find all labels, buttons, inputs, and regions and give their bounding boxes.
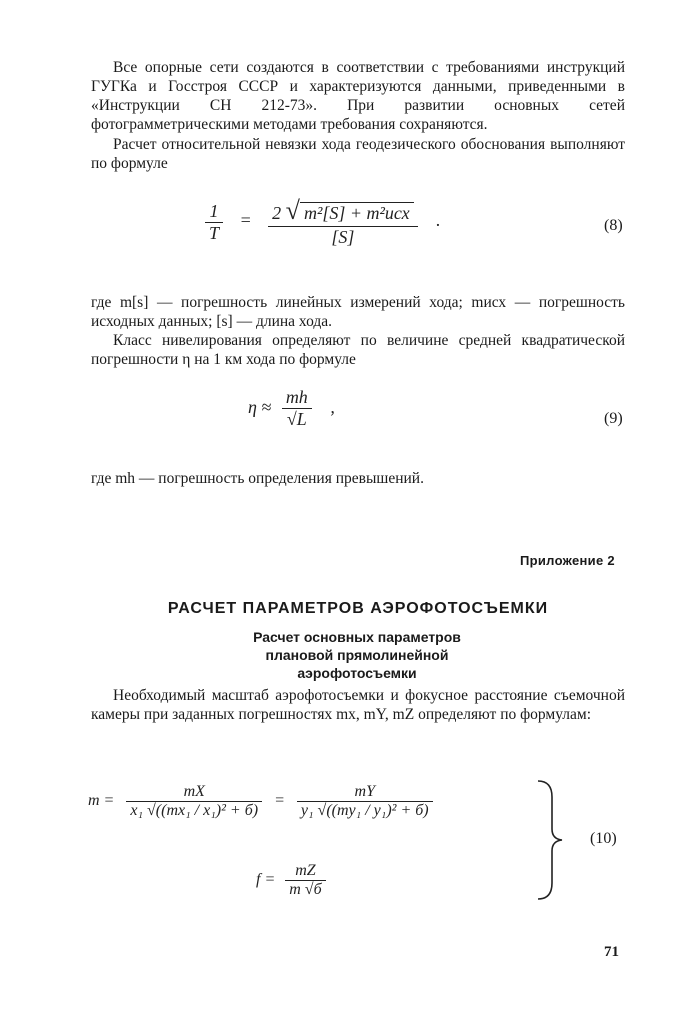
formula-10-line2: f = $\frac{mZ}{m √б}$ — [256, 862, 326, 899]
formula-8-lhs: $\frac{1}{T}$ — [205, 201, 223, 244]
paragraph-height-error: где mh — погрешность определения превышений. — [91, 470, 424, 487]
paragraph-closure-intro: Расчет относительной невязки хода геодезического обоснования выполняют по формуле — [91, 136, 625, 172]
section-subheading: Расчет основных параметров плановой прямолинейной аэрофотосъемки — [253, 629, 461, 681]
formula-8: $\frac{1}{T}$ = $\frac{\text{2 √ m²[S] + m²исх}}{[S]}$ . — [205, 196, 441, 248]
section-heading: РАСЧЕТ ПАРАМЕТРОВ АЭРОФОТОСЪЕМКИ — [167, 600, 549, 617]
appendix-label: Приложение 2 — [520, 553, 615, 568]
equation-number-10: (10) — [590, 830, 617, 847]
paragraph-leveling-class: Класс нивелирования определяют по величине средней квадратической погрешности η на 1 км хода по формуле — [91, 332, 625, 368]
radical-sign-icon: √ — [285, 196, 300, 225]
page-number: 71 — [604, 944, 619, 960]
paragraph-scale-focal: Необходимый масштаб аэрофотосъемки и фокусное расстояние съемочной камеры при заданных погрешностях mx, mY, mZ определяют по формулам: — [91, 687, 625, 723]
equation-number-9: (9) — [604, 410, 623, 427]
paragraph-error-terms: где m[s] — погрешность линейных измерений хода; mисх — погрешность исходных данных; [s] — длина хода. — [91, 294, 625, 330]
formula-8-rhs: $\frac{\text{2 √ m²[S] + m²исх}}{[S]}$ — [268, 196, 417, 248]
right-brace-icon — [530, 775, 570, 905]
equation-number-8: (8) — [604, 217, 623, 234]
paragraph-networks: Все опорные сети создаются в соответствии с требованиями инструкций ГУГКа и Госстроя СССР и характеризуются данными, приведенными в «Инструкции СН 212-73». При развитии основных сетей фотограмметрическими методами требования сохраняются. — [91, 59, 625, 133]
formula-9: η ≈ $\frac{mh}{√L}$ , — [248, 387, 335, 429]
formula-10-line1: m = $\frac{mX}{\text{x₁ √((mx₁ / x₁)² + б)}}$ = $\frac{mY}{\text{y₁ √((my₁ / y₁)² + б)}}$ — [88, 783, 433, 820]
